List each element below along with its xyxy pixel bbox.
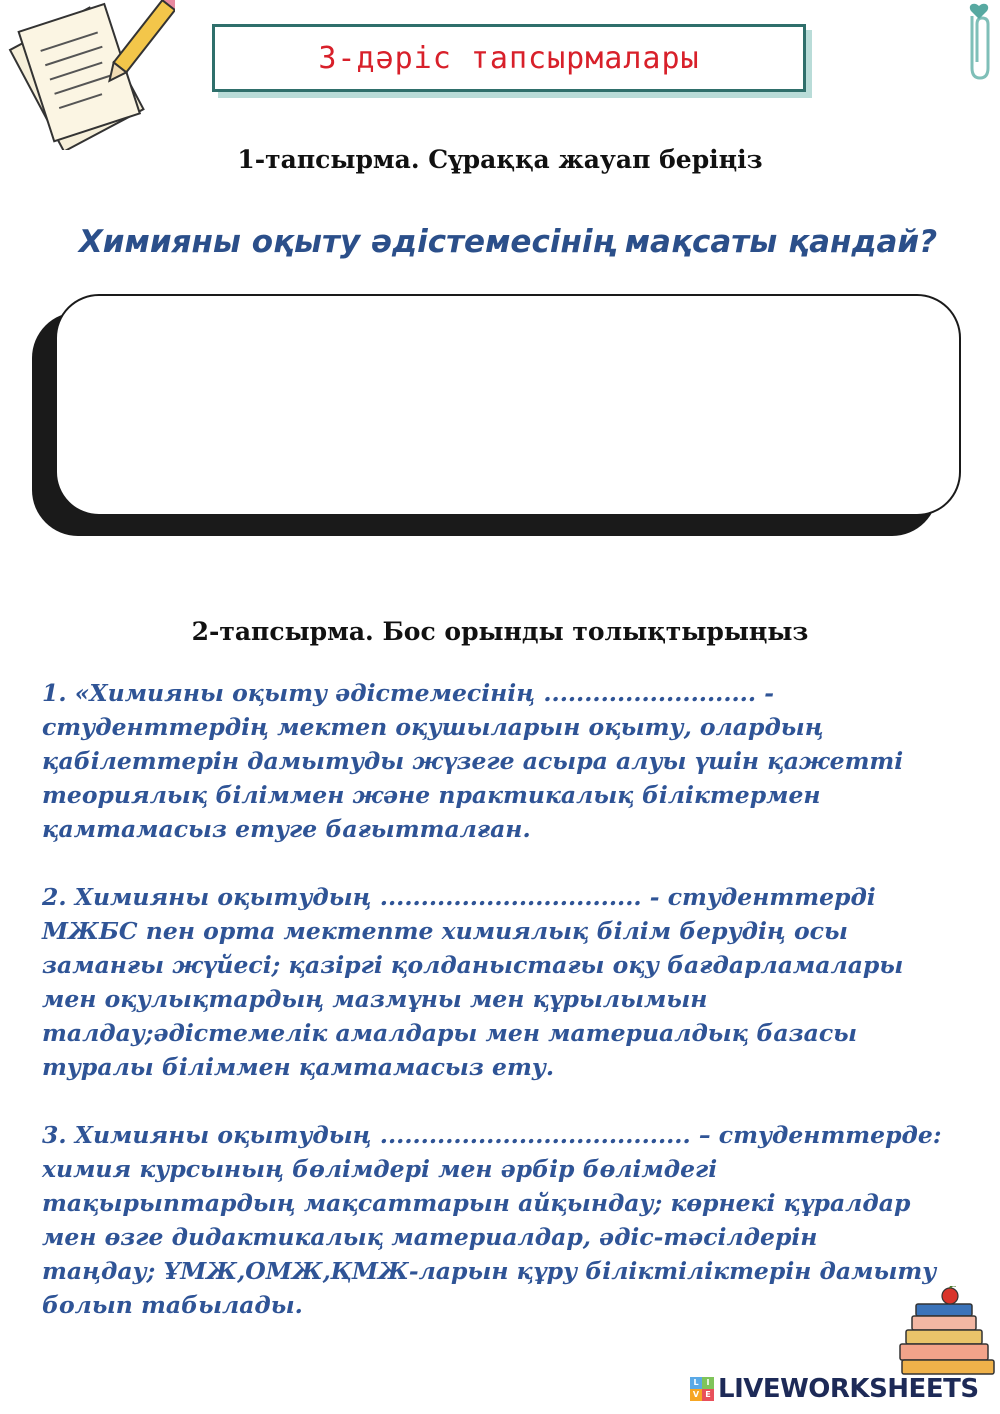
paragraph-line: теориялық біліммен және практикалық біліктермен <box>42 781 821 809</box>
paperclip-icon <box>962 2 996 84</box>
logo-letter: V <box>690 1389 702 1401</box>
paragraph-line: 2. Химияны оқытудың ................................ - студенттерді <box>42 883 876 911</box>
answer-input[interactable] <box>90 320 924 494</box>
paragraph-line: туралы біліммен қамтамасыз ету. <box>42 1053 555 1081</box>
paragraph-line: талдау;әдістемелік амалдары мен материалдық базасы <box>42 1019 858 1047</box>
logo-mark <box>690 1377 714 1401</box>
paragraph-line: тақырыптардың мақсаттарын айқындау; көрнекі құралдар <box>42 1189 911 1217</box>
paragraph-2[interactable] <box>42 880 967 1084</box>
task2-heading: 2-тапсырма. Бос орынды толықтырыңыз <box>191 617 809 646</box>
papers-pencil-icon <box>0 0 175 150</box>
page-title: 3-дәріс тапсырмалары <box>318 40 700 76</box>
logo-text: LIVEWORKSHEETS <box>718 1374 979 1404</box>
books-apple-icon <box>894 1286 998 1376</box>
title-box <box>212 24 806 92</box>
paragraph-line: таңдау; ҰМЖ,ОМЖ,ҚМЖ-ларын құру біліктіліктерін дамыту <box>42 1257 937 1285</box>
logo-letter: L <box>690 1377 702 1389</box>
paragraph-line: химия курсының бөлімдері мен әрбір бөлімдегі <box>42 1155 718 1183</box>
liveworksheets-logo <box>690 1374 979 1404</box>
paragraph-line: мен оқулықтардың мазмұны мен құрылымын <box>42 985 708 1013</box>
paragraph-line: қабілеттерін дамытуды жүзеге асыра алуы үшін қажетті <box>42 747 904 775</box>
paragraph-3[interactable] <box>42 1118 967 1322</box>
task1-heading: 1-тапсырма. Сұраққа жауап беріңіз <box>237 145 763 174</box>
paragraph-line: 3. Химияны оқытудың ...................................... – студенттерде: <box>42 1121 942 1149</box>
paragraph-line: 1. «Химияны оқыту әдістемесінің .......................... - <box>42 679 774 707</box>
paragraph-line: мен өзге дидактикалық материалдар, әдіс-тәсілдерін <box>42 1223 818 1251</box>
paragraph-line: заманғы жүйесі; қазіргі қолданыстағы оқу бағдарламалары <box>42 951 904 979</box>
paragraph-1[interactable] <box>42 676 967 846</box>
paragraph-line: қамтамасыз етуге бағытталған. <box>42 815 531 843</box>
paragraph-line: студенттердің мектеп оқушыларын оқыту, олардың <box>42 713 824 741</box>
fill-in-paragraphs <box>42 676 967 1356</box>
logo-letter: I <box>702 1377 714 1389</box>
logo-letter: E <box>702 1389 714 1401</box>
paragraph-line: МЖБС пен орта мектепте химиялық білім берудің осы <box>42 917 848 945</box>
task1-question: Химияны оқыту әдістемесінің мақсаты қандай? <box>78 224 938 260</box>
paragraph-line: болып табылады. <box>42 1291 303 1319</box>
